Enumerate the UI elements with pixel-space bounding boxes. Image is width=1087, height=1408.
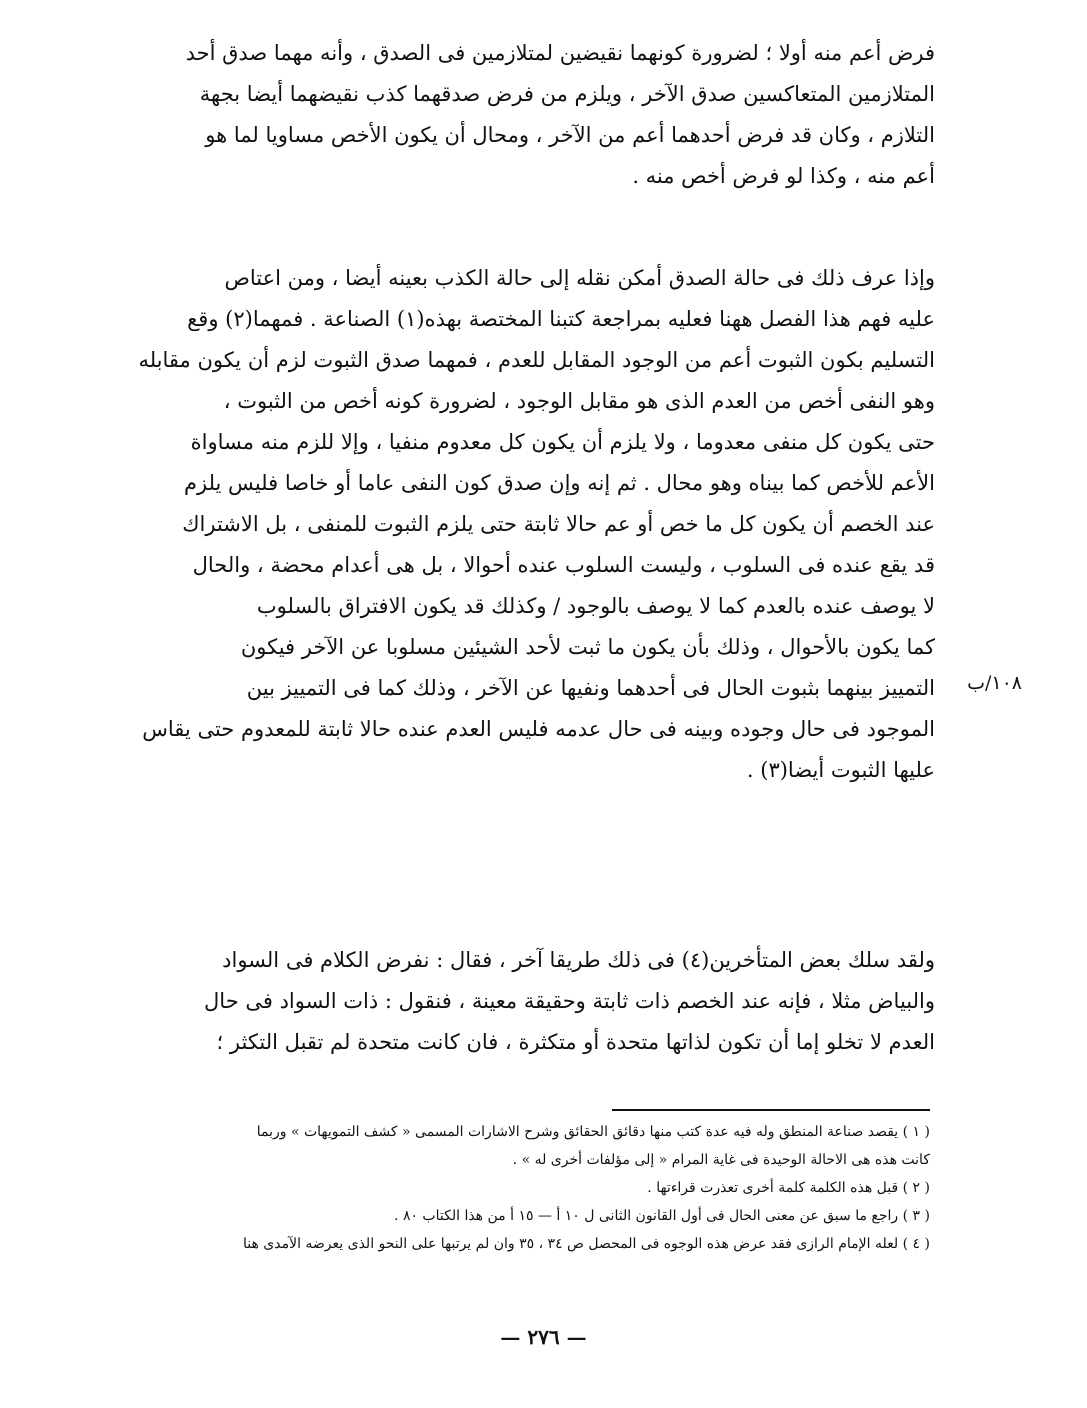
text-line: لا يوصف عنده بالعدم كما لا يوصف بالوجود / وكذلك قد يكون الافتراق بالسلوب xyxy=(256,594,935,618)
text-line: قد يقع عنده فى السلوب ، وليست السلوب عنده أحوالا ، بل هى أعدام محضة ، والحال xyxy=(192,553,935,577)
footnote-divider xyxy=(612,1109,930,1111)
text-line: الموجود فى حال وجوده وبينه فى حال عدمه فليس العدم عنده حالا ثابتة للمعدوم حتى يقاس xyxy=(142,717,935,741)
text-line: المتلازمين المتعاكسين صدق الآخر ، ويلزم من فرض صدقهما كذب نقيضهما أيضا بجهة xyxy=(199,82,935,106)
text-line: وإذا عرف ذلك فى حالة الصدق أمكن نقله إلى حالة الكذب بعينه أيضا ، ومن اعتاص xyxy=(224,266,935,290)
text-line: التمييز بينهما بثبوت الحال فى أحدهما ونفيها عن الآخر ، وذلك كما فى التمييز بين xyxy=(246,676,935,700)
text-line: ولقد سلك بعض المتأخرين(٤) فى ذلك طريقا آخر ، فقال : نفرض الكلام فى السواد xyxy=(222,948,935,972)
text-line: فرض أعم منه أولا ؛ لضرورة كونهما نقيضين لمتلازمين فى الصدق ، وأنه مهما صدق أحد xyxy=(185,41,935,65)
margin-folio-note: ١٠٨/ب xyxy=(967,672,1022,694)
footnote-line: ( ٣ ) راجع ما سبق عن معنى الحال فى أول القانون الثانى ل ١٠ أ — ١٥ أ من هذا الكتاب ٨٠ . xyxy=(394,1208,930,1224)
text-line: كما يكون بالأحوال ، وذلك بأن يكون ما ثبت لأحد الشيئين مسلوبا عن الآخر فيكون xyxy=(240,635,935,659)
text-line: عليه فهم هذا الفصل ههنا فعليه بمراجعة كتبنا المختصة بهذه(١) الصناعة . فمهما(٢) وقع xyxy=(187,307,935,331)
text-line: وهو النفى أخص من العدم الذى هو مقابل الوجود ، لضرورة كونه أخص من الثبوت ، xyxy=(223,389,935,413)
text-line: الأعم للأخص كما بيناه وهو محال . ثم إنه وإن صدق كون النفى عاما أو خاصا فليس يلزم xyxy=(183,471,935,495)
text-line: حتى يكون كل منفى معدوما ، ولا يلزم أن يكون كل معدوم منفيا ، وإلا للزم منه مساواة xyxy=(190,430,935,454)
footnote-line: كانت هذه هى الاحالة الوحيدة فى غاية المرام « إلى مؤلفات أخرى له » . xyxy=(512,1152,930,1168)
text-line: التلازم ، وكان قد فرض أحدهما أعم من الآخر ، ومحال أن يكون الأخص مساويا لما هو xyxy=(205,123,935,147)
footnote-line: ( ٢ ) قبل هذه الكلمة كلمة أخرى تعذرت قراءتها . xyxy=(647,1180,930,1196)
paragraph-3 xyxy=(95,945,935,1068)
paragraph-1 xyxy=(95,38,935,202)
text-line: عليها الثبوت أيضا(٣) . xyxy=(746,758,935,782)
footnote-line: ( ١ ) يقصد صناعة المنطق وله فيه عدة كتب منها دقائق الحقائق وشرح الاشارات المسمى « كشف التمويهات » وربما xyxy=(256,1124,930,1140)
text-line: والبياض مثلا ، فإنه عند الخصم ذات ثابتة وحقيقة معينة ، فنقول : ذات السواد فى حال xyxy=(204,989,935,1013)
text-line: أعم منه ، وكذا لو فرض أخص منه . xyxy=(632,164,935,188)
page-number: — ٢٧٦ — xyxy=(500,1325,587,1349)
text-line: عند الخصم أن يكون كل ما خص أو عم حالا ثابتة حتى يلزم الثبوت للمنفى ، بل الاشتراك xyxy=(182,512,935,536)
text-line: التسليم بكون الثبوت أعم من الوجود المقابل للعدم ، فمهما صدق الثبوت لزم أن يكون مقابله xyxy=(138,348,935,372)
footnotes xyxy=(95,1122,930,1262)
paragraph-2 xyxy=(95,263,935,796)
footnote-line: ( ٤ ) لعله الإمام الرازى فقد عرض هذه الوجوه فى المحصل ص ٣٤ ، ٣٥ وان لم يرتبها على النحو الذى يعرضه الآمدى هنا xyxy=(242,1236,930,1252)
text-line: العدم لا تخلو إما أن تكون لذاتها متحدة أو متكثرة ، فان كانت متحدة لم تقبل التكثر ؛ xyxy=(216,1030,935,1054)
